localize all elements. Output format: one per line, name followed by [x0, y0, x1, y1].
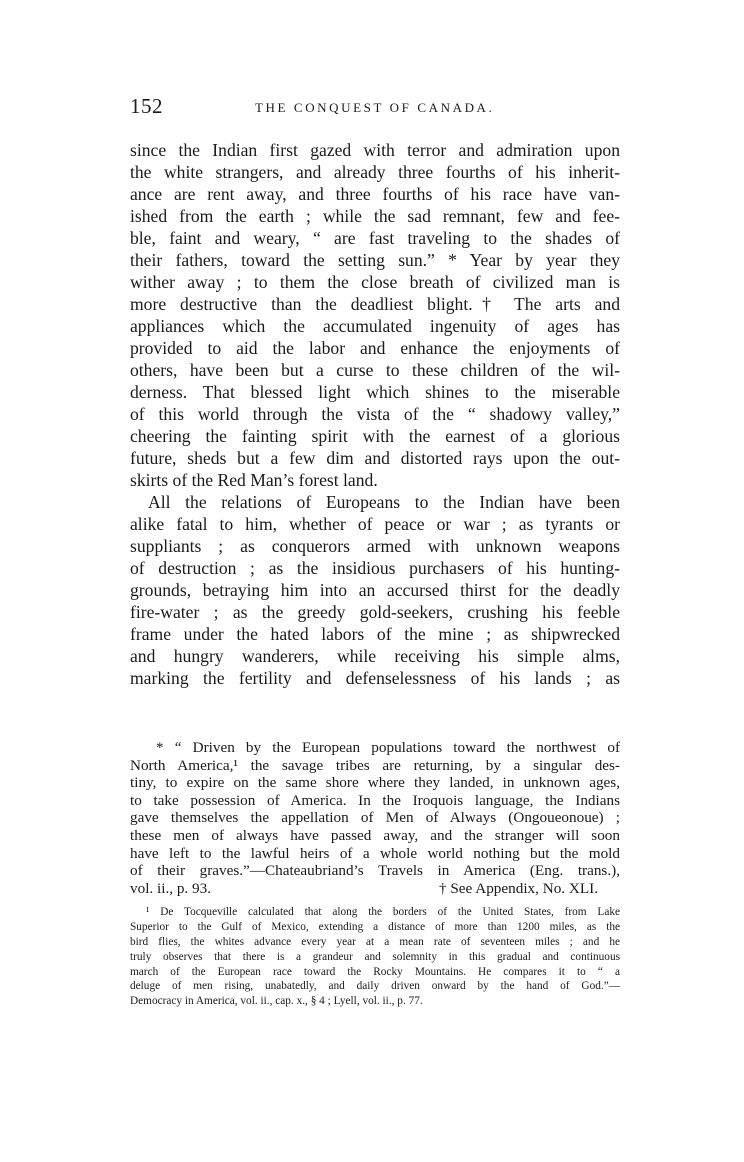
footnote-line: ¹ De Tocqueville calculated that along the borders of the United States, from Lake [146, 906, 620, 918]
body-line: of this world through the vista of the “ shadowy valley,” [130, 404, 620, 424]
footnote-line: bird flies, the whites advance every year at a mean rate of seventeen miles ; and he [130, 935, 620, 948]
body-line: derness. That blessed light which shines to the miserable [130, 382, 620, 402]
page-number: 152 [130, 94, 163, 118]
footnote-line: of their graves.”—Chateaubriand’s Travels in America (Eng. trans.), [130, 862, 620, 880]
body-line: marking the fertility and defenselessness of his lands ; as [130, 668, 620, 688]
footnote-line: to take possession of America. In the Iroquois language, the Indians [130, 791, 620, 809]
footnote-line: march of the European race toward the Rocky Mountains. He compares it to “ a [130, 965, 620, 978]
body-line: fire-water ; as the greedy gold-seekers, crushing his feeble [130, 602, 620, 622]
body-line: ance are rent away, and three fourths of his race have van- [130, 184, 620, 204]
footnote-one [130, 905, 620, 1009]
body-line: suppliants ; as conquerors armed with unknown weapons [130, 536, 620, 556]
footnote-line: Superior to the Gulf of Mexico, extending a distance of more than 1200 miles, as the [130, 920, 620, 933]
body-line: alike fatal to him, whether of peace or war ; as tyrants or [130, 514, 620, 534]
page-header [130, 94, 620, 124]
body-line: skirts of the Red Man’s forest land. [130, 470, 378, 490]
footnote-line: truly observes that there is a grandeur and solemnity in this gradual and continuous [130, 950, 620, 963]
body-line: since the Indian first gazed with terror and admiration upon [130, 140, 620, 160]
body-line: cheering the fainting spirit with the earnest of a glorious [130, 426, 620, 446]
footnote-line: have left to the lawful heirs of a whole world nothing but the mold [130, 844, 620, 862]
body-line: future, sheds but a few dim and distorted rays upon the out- [130, 448, 620, 468]
footnote-line: gave themselves the appellation of Men of Always (Ongoueonoue) ; [130, 809, 620, 827]
appendix-reference: † See Appendix, No. XLI. [438, 879, 598, 897]
body-line: All the relations of Europeans to the Indian have been [148, 492, 620, 512]
footnote-line: Democracy in America, vol. ii., cap. x., § 4 ; Lyell, vol. ii., p. 77. [130, 995, 423, 1008]
body-line: the white strangers, and already three fourths of his inherit- [130, 162, 620, 182]
body-line: of destruction ; as the insidious purchasers of his hunting- [130, 558, 620, 578]
footnote-citation: vol. ii., p. 93. [130, 879, 212, 897]
body-line: appliances which the accumulated ingenuity of ages has [130, 316, 620, 336]
footnote-line: deluge of men rising, unabatedly, and daily driven onward by the hand of God.”— [130, 980, 620, 993]
body-line: grounds, betraying him into an accursed thirst for the deadly [130, 580, 620, 600]
footnote-line: these men of always have passed away, and the stranger will soon [130, 826, 620, 844]
body-line: wither away ; to them the close breath of civilized man is [130, 272, 620, 292]
body-line: ble, faint and weary, “ are fast traveling to the shades of [130, 228, 620, 248]
body-line: more destructive than the deadliest blight.† The arts and [130, 294, 620, 314]
footnote-last-line [130, 880, 620, 898]
footnote-line: * “ Driven by the European populations toward the northwest of [156, 739, 620, 756]
footnote-line: North America,¹ the savage tribes are returning, by a singular des- [130, 756, 620, 774]
body-text [130, 139, 620, 689]
footnote-line: tiny, to expire on the same shore where they landed, in unknown ages, [130, 774, 620, 792]
body-line: frame under the hated labors of the mine ; as shipwrecked [130, 624, 620, 644]
body-line: provided to aid the labor and enhance the enjoyments of [130, 338, 620, 358]
footnote-star [130, 739, 620, 897]
body-line: and hungry wanderers, while receiving his simple alms, [130, 646, 620, 666]
body-line: their fathers, toward the setting sun.” * Year by year they [130, 250, 620, 270]
body-line: ished from the earth ; while the sad remnant, few and fee- [130, 206, 620, 226]
running-title: THE CONQUEST OF CANADA. [255, 100, 495, 115]
body-line: others, have been but a curse to these children of the wil- [130, 360, 620, 380]
